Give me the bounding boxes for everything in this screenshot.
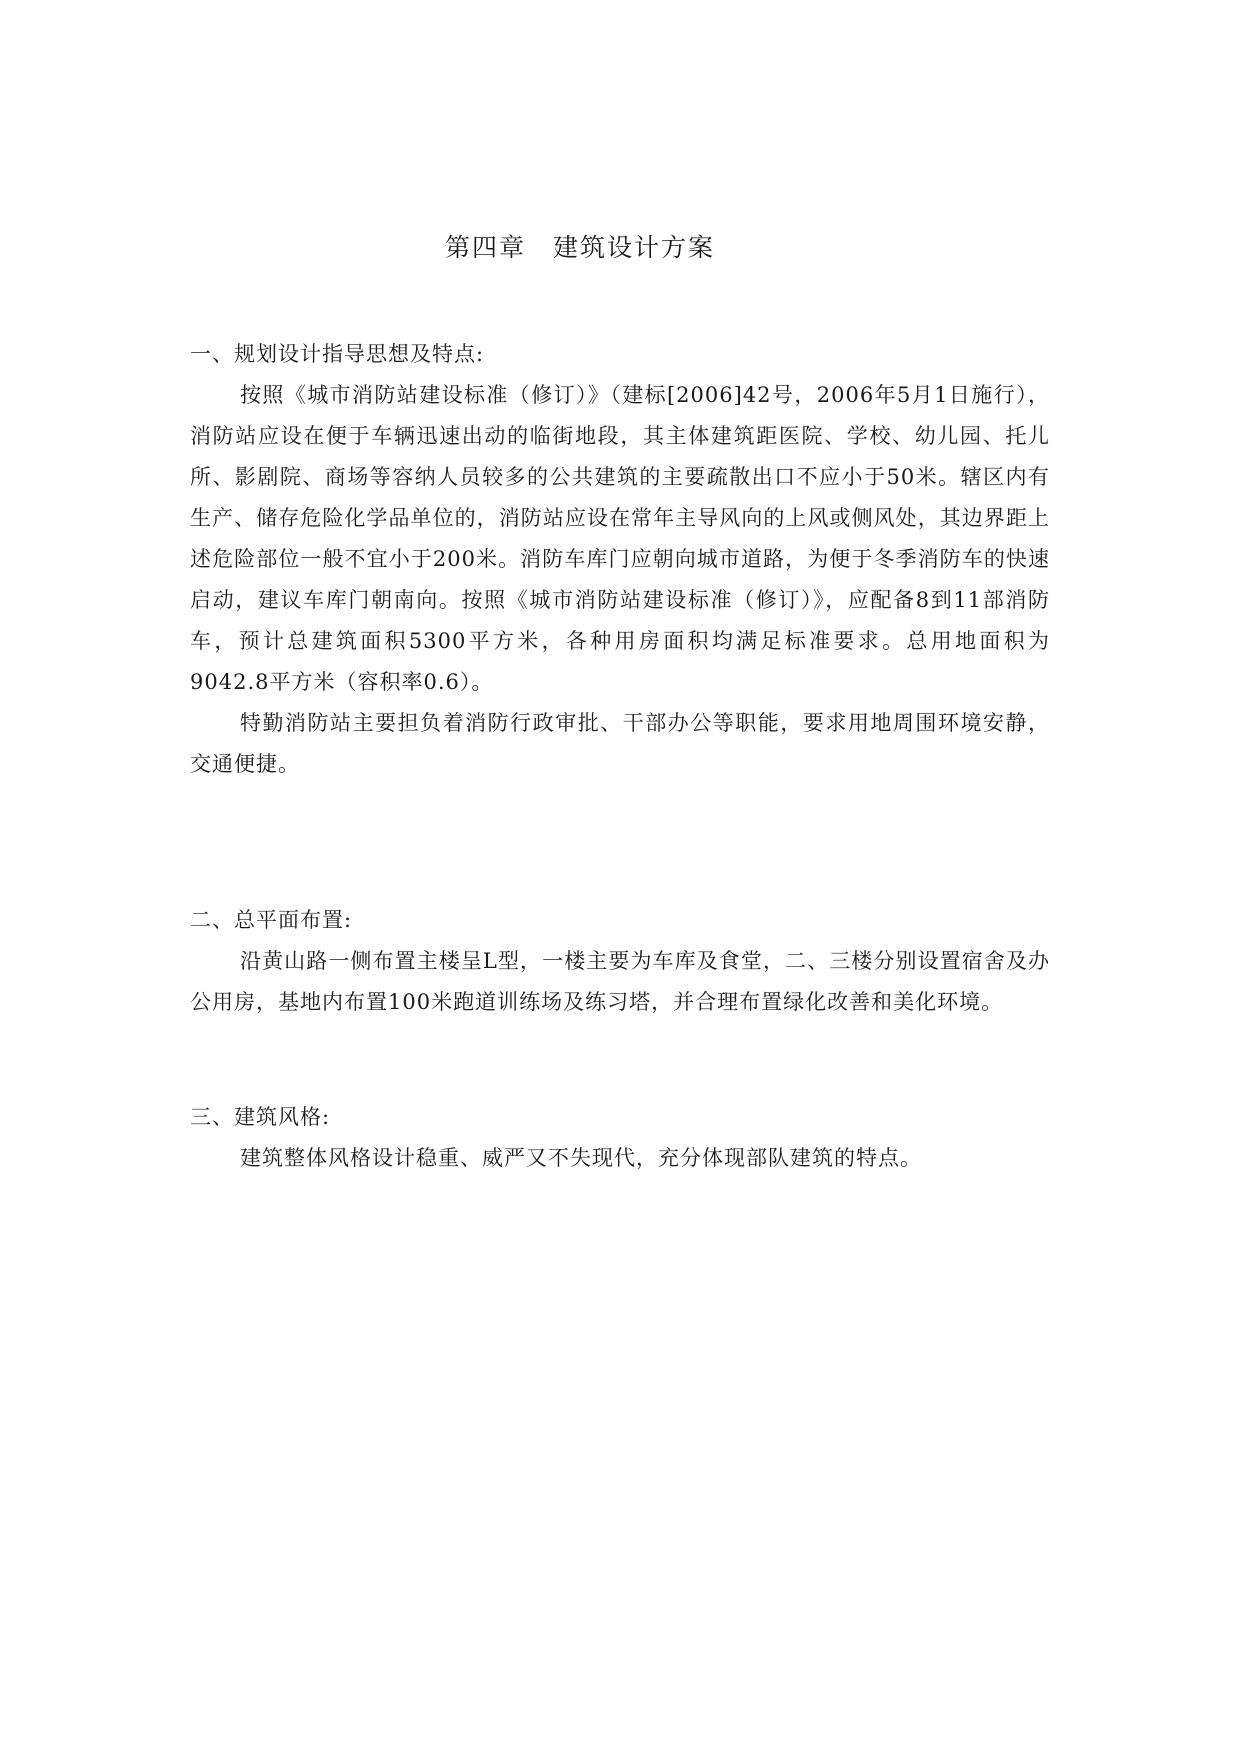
- document-body: [190, 334, 1050, 1179]
- section-site-layout: [190, 900, 1050, 1023]
- section-heading: 二、总平面布置:: [190, 908, 353, 932]
- body-paragraph: 按照《城市消防站建设标准（修订）》（建标[2006]42号，2006年5月1日施行），消防站应设在便于车辆迅速出动的临街地段，其主体建筑距医院、学校、幼儿园、托儿所、影剧院、商场等容纳人员较多的公共建筑的主要疏散出口不应小于50米。辖区内有生产、储存危险化学品单位的，消防站应设在常年主导风向的上风或侧风处，其边界距上述危险部位一般不宜小于200米。消防车库门应朝向城市道路，为便于冬季消防车的快速启动，建议车库门朝南向。按照《城市消防站建设标准（修订）》，应配备8到11部消防车，预计总建筑面积5300平方米，各种用房面积均满足标准要求。总用地面积为9042.8平方米（容积率0.6）。: [190, 383, 1050, 694]
- spacer: [190, 1023, 1050, 1097]
- section-planning-guidelines: [190, 334, 1050, 785]
- body-paragraph: 建筑整体风格设计稳重、威严又不失现代，充分体现部队建筑的特点。: [240, 1146, 922, 1170]
- section-architectural-style: [190, 1097, 1050, 1179]
- section-heading: 三、建筑风格:: [190, 1105, 331, 1129]
- spacer: [190, 785, 1050, 900]
- body-paragraph: 沿黄山路一侧布置主楼呈L型，一楼主要为车库及食堂，二、三楼分别设置宿舍及办公用房，基地内布置100米跑道训练场及练习塔，并合理布置绿化改善和美化环境。: [190, 949, 1050, 1014]
- body-paragraph: 特勤消防站主要担负着消防行政审批、干部办公等职能，要求用地周围环境安静，交通便捷。: [190, 711, 1050, 776]
- section-heading: 一、规划设计指导思想及特点:: [190, 342, 485, 366]
- page-title: 第四章 建筑设计方案: [444, 233, 715, 262]
